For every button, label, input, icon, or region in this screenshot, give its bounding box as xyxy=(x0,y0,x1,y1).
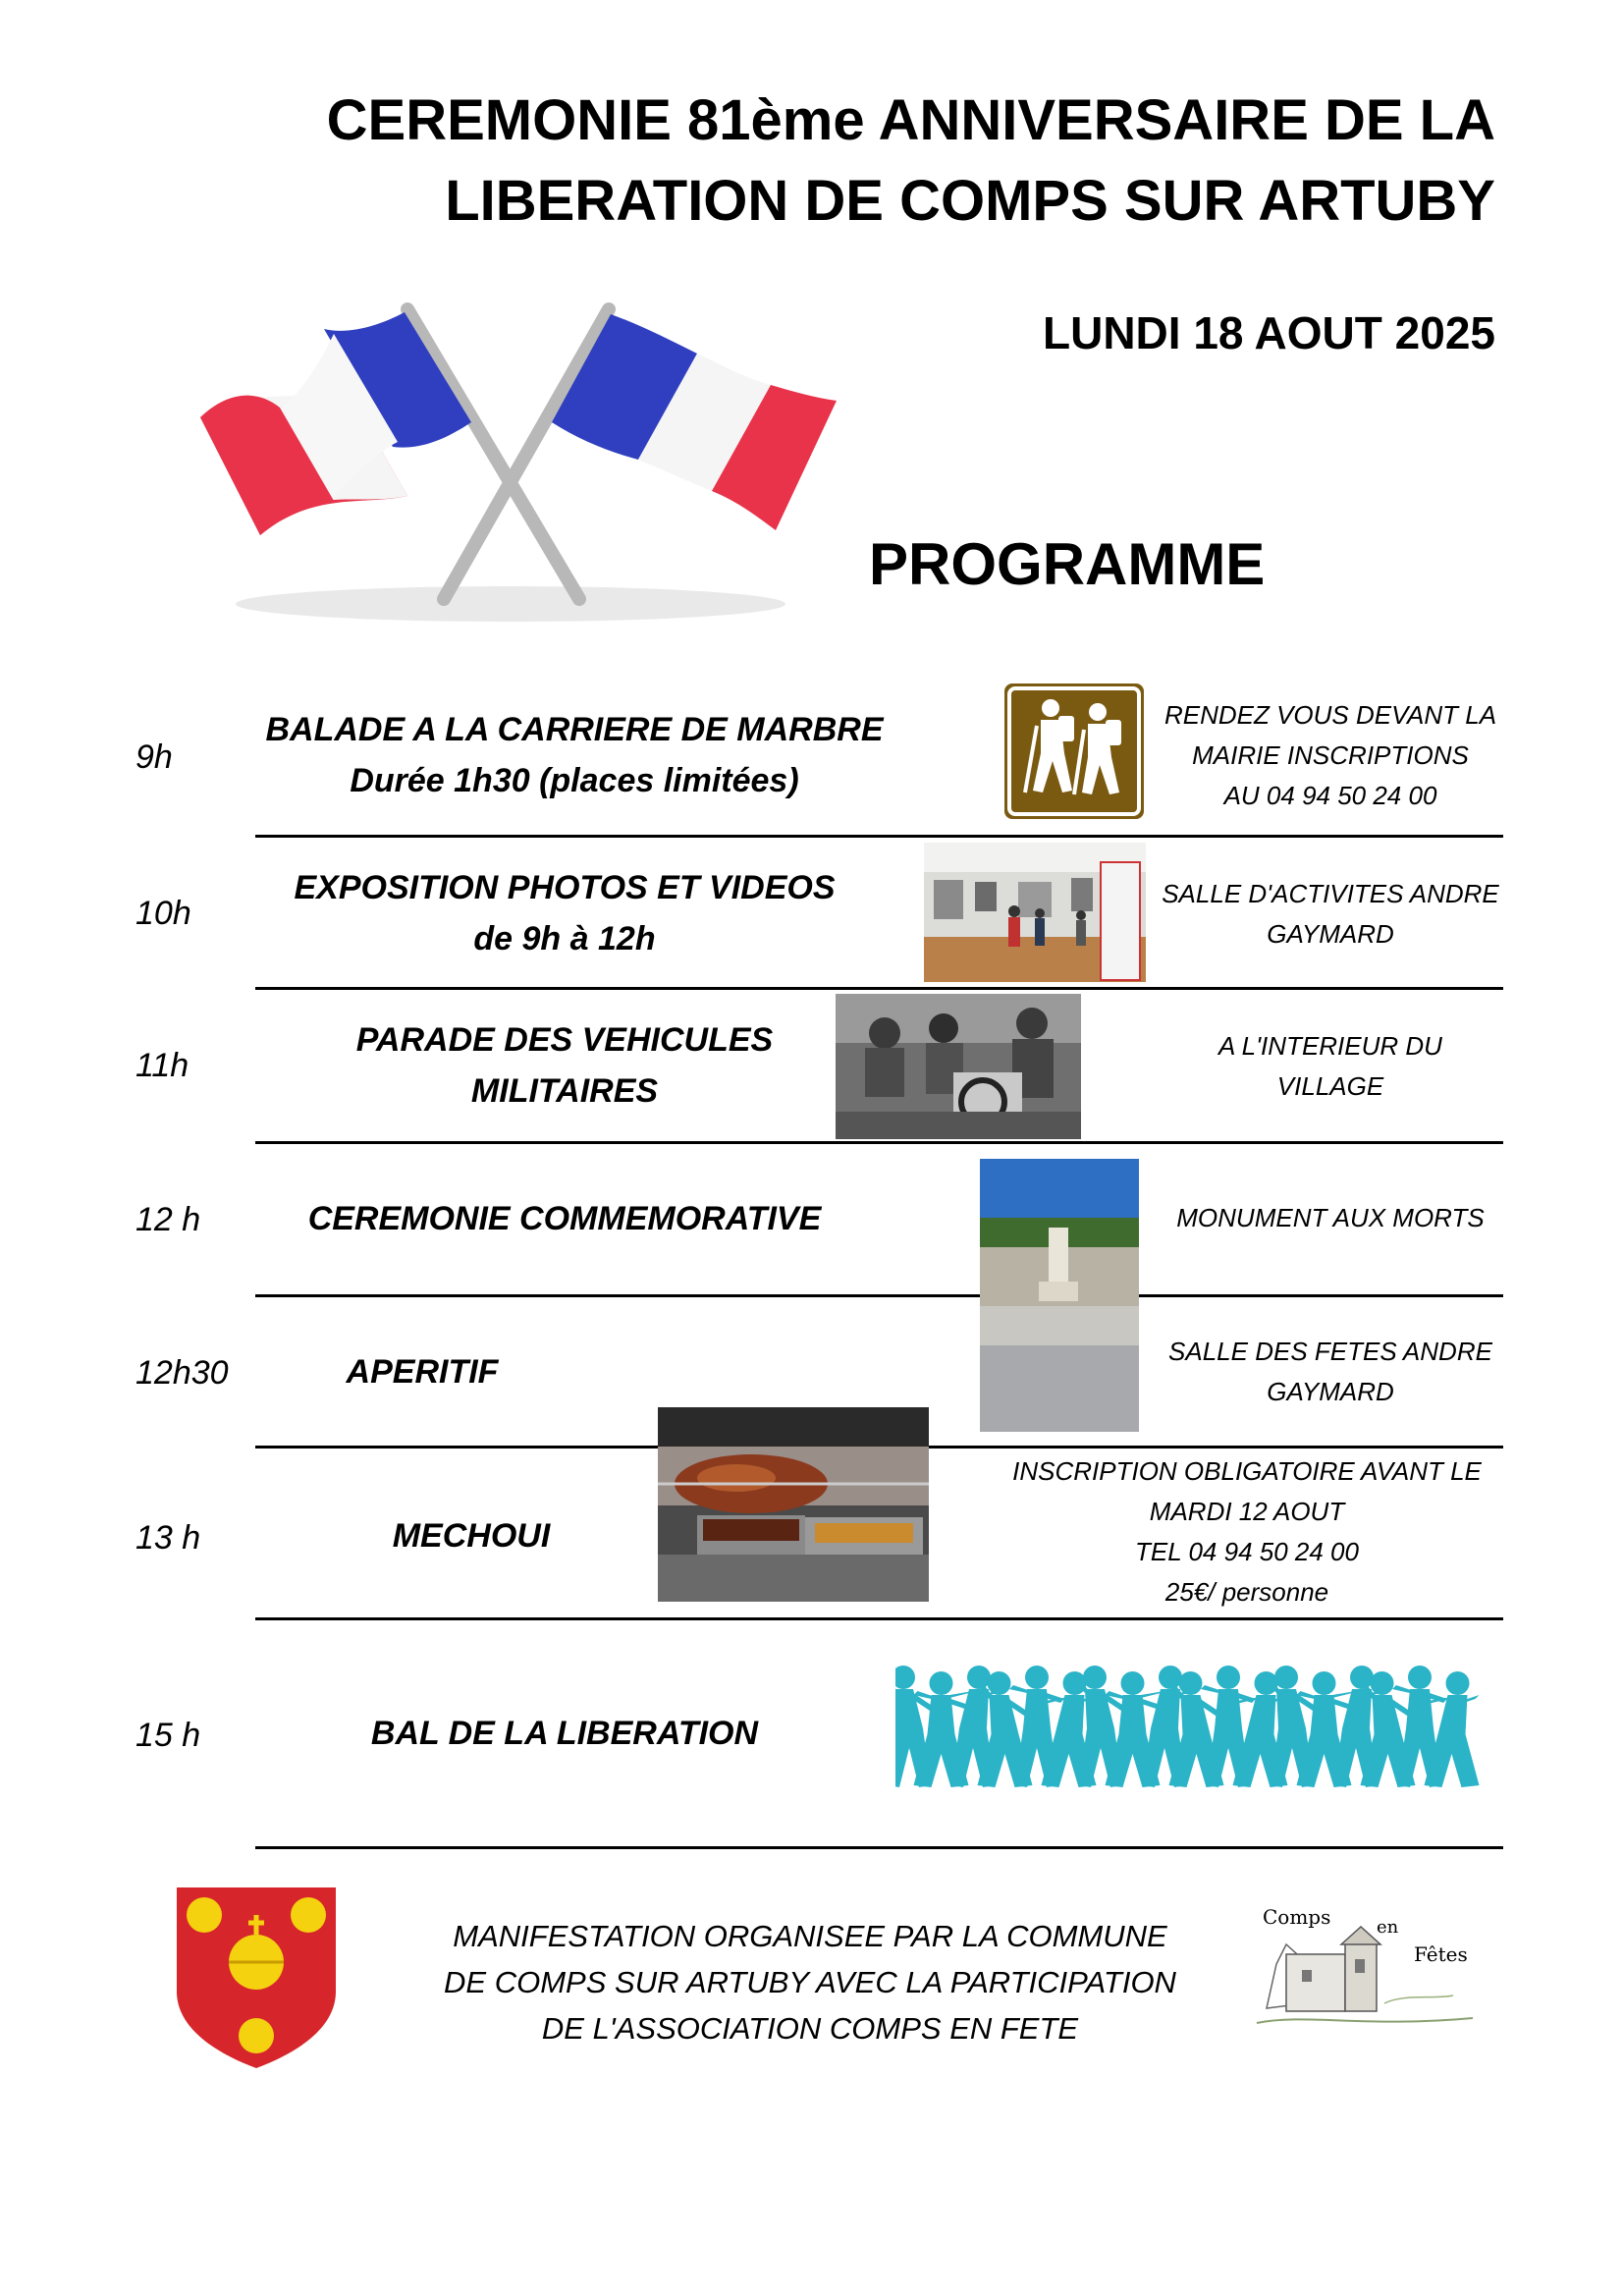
place-line: GAYMARD xyxy=(1267,919,1394,949)
time-9h: 9h xyxy=(135,738,173,776)
logo-word-en: en xyxy=(1377,1917,1399,1938)
event-exposition xyxy=(260,862,869,964)
event-title: BAL DE LA LIBERATION xyxy=(370,1715,759,1752)
time-10h: 10h xyxy=(135,895,191,932)
event-subtitle: Durée 1h30 (places limitées) xyxy=(350,762,799,799)
place-line: MONUMENT AUX MORTS xyxy=(1176,1203,1485,1232)
event-title: MECHOUI xyxy=(392,1517,551,1555)
row-divider xyxy=(255,1294,1503,1297)
place-line: MAIRIE INSCRIPTIONS xyxy=(1192,740,1469,770)
event-title: EXPOSITION PHOTOS ET VIDEOS xyxy=(294,869,836,906)
event-title: APERITIF xyxy=(346,1353,499,1391)
spit-roast-photo xyxy=(658,1407,929,1602)
place-line: VILLAGE xyxy=(1276,1071,1384,1101)
event-subtitle: MILITAIRES xyxy=(470,1072,659,1110)
comps-en-fetes-logo xyxy=(1247,1905,1483,2043)
event-bal xyxy=(260,1708,869,1759)
time-12h30: 12h30 xyxy=(135,1354,229,1392)
place-line: TEL 04 94 50 24 00 xyxy=(1135,1537,1359,1566)
place-mechoui xyxy=(1011,1451,1483,1613)
hiking-sign-icon xyxy=(1003,683,1145,820)
time-12h: 12 h xyxy=(135,1201,201,1238)
organiser-note xyxy=(432,1913,1188,2051)
event-title: BALADE A LA CARRIERE DE MARBRE xyxy=(265,711,884,748)
event-parade xyxy=(260,1014,869,1117)
row-divider xyxy=(255,1846,1503,1849)
footer-line: DE COMPS SUR ARTUBY AVEC LA PARTICIPATION xyxy=(444,1965,1176,1999)
place-line: GAYMARD xyxy=(1267,1377,1394,1406)
place-exposition xyxy=(1149,874,1512,955)
military-jeep-photo xyxy=(836,994,1081,1139)
programme-heading: PROGRAMME xyxy=(869,531,1266,597)
row-divider xyxy=(255,1617,1503,1620)
title-line-2: LIBERATION DE COMPS SUR ARTUBY xyxy=(445,169,1495,233)
dancers-silhouette-icon xyxy=(895,1660,1485,1797)
place-balade xyxy=(1149,695,1512,816)
place-aperitif xyxy=(1149,1332,1512,1412)
title-line-1: CEREMONIE 81ème ANNIVERSAIRE DE LA xyxy=(326,88,1495,152)
place-line: 25€/ personne xyxy=(1164,1577,1329,1607)
place-line: RENDEZ VOUS DEVANT LA xyxy=(1163,700,1497,730)
place-line: SALLE D'ACTIVITES ANDRE xyxy=(1162,879,1499,908)
place-line: AU 04 94 50 24 00 xyxy=(1223,781,1437,810)
event-subtitle: de 9h à 12h xyxy=(473,920,656,957)
event-title: CEREMONIE COMMEMORATIVE xyxy=(307,1200,822,1237)
row-divider xyxy=(255,1141,1503,1144)
footer-line: DE L'ASSOCIATION COMPS EN FETE xyxy=(541,2011,1079,2046)
time-13h: 13 h xyxy=(135,1519,201,1557)
logo-word-comps: Comps xyxy=(1263,1905,1331,1929)
event-ceremonie xyxy=(260,1193,869,1244)
place-line: MARDI 12 AOUT xyxy=(1149,1497,1345,1526)
war-memorial-photo xyxy=(980,1159,1139,1432)
place-parade xyxy=(1149,1026,1512,1107)
place-ceremonie xyxy=(1149,1198,1512,1238)
row-divider xyxy=(255,835,1503,838)
coat-of-arms-icon xyxy=(173,1884,340,2070)
event-title: PARADE DES VEHICULES xyxy=(355,1021,774,1059)
event-aperitif xyxy=(324,1346,520,1397)
place-line: A L'INTERIEUR DU xyxy=(1218,1031,1442,1061)
time-11h: 11h xyxy=(135,1047,189,1084)
event-date: LUNDI 18 AOUT 2025 xyxy=(1043,307,1495,358)
logo-word-fetes: Fêtes xyxy=(1414,1942,1468,1966)
row-divider xyxy=(255,987,1503,990)
place-line: SALLE DES FETES ANDRE xyxy=(1168,1337,1492,1366)
crossed-flags-icon xyxy=(187,295,854,629)
event-mechoui xyxy=(373,1510,569,1561)
place-line: INSCRIPTION OBLIGATOIRE AVANT LE xyxy=(1012,1456,1482,1486)
exhibition-photo xyxy=(924,843,1146,982)
event-balade xyxy=(260,704,889,806)
time-15h: 15 h xyxy=(135,1717,201,1754)
footer-line: MANIFESTATION ORGANISEE PAR LA COMMUNE xyxy=(453,1919,1167,1953)
